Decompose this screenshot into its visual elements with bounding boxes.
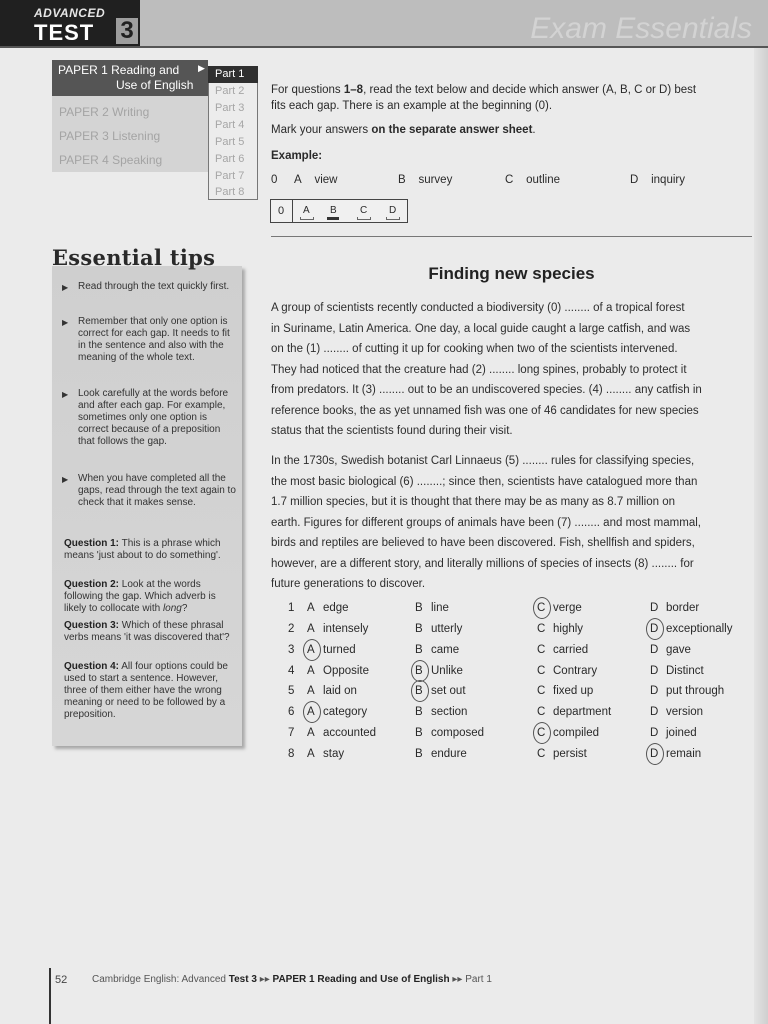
bullet-icon: ▶ [62, 475, 69, 484]
answer-sheet-divider [292, 199, 293, 223]
paper-1-line1: PAPER 1 Reading and [58, 63, 180, 77]
page-edge-shadow [754, 0, 768, 1024]
header-rule [0, 46, 768, 48]
option-b[interactable]: B set out [415, 685, 466, 697]
answer-circle-d [646, 618, 664, 640]
paper-1-tab[interactable] [52, 60, 208, 96]
footer-text: Cambridge English: Advanced Test 3 ▸▸ PAPER 1 Reading and Use of English ▸▸ Part 1 [92, 974, 492, 985]
example-option-c: C outline [505, 174, 560, 186]
paragraph-line: the most basic biological (6) ........; since then, scientists have catalogued more than [271, 475, 698, 488]
option-b[interactable]: B Unlike [415, 665, 463, 677]
chevron-right-icon: ▶ [198, 63, 205, 73]
option-c[interactable]: C carried [537, 644, 589, 656]
question-tip-1: Question 1: This is a phrase which means 'just about to do something'. [64, 538, 221, 561]
option-row-number: 2 [288, 623, 295, 635]
paragraph-line: In the 1730s, Swedish botanist Carl Linnaeus (5) ........ rules for classifying species, [271, 455, 695, 467]
paper-1-line2: Use of English [116, 78, 194, 92]
answer-circle-d [646, 743, 664, 765]
option-d[interactable]: D Distinct [650, 665, 704, 677]
answer-mark-b-filled [327, 217, 339, 220]
test-number: 3 [116, 18, 138, 44]
tip-1: Read through the text quickly first. [78, 281, 230, 292]
answer-letter-c: C [360, 205, 368, 216]
answer-circle-c [533, 597, 551, 619]
option-row-number: 8 [288, 748, 295, 760]
question-tip-4: Question 4: All four options could be used to start a sentence. However, three of them either have the wrong meaning or need to be followed by a preposition. [64, 661, 228, 720]
option-a[interactable]: A edge [307, 602, 349, 614]
option-b[interactable]: B utterly [415, 623, 463, 635]
option-c[interactable]: C verge [537, 602, 582, 614]
paragraph-line: future generations to discover. [271, 578, 426, 590]
paragraph-line: A group of scientists recently conducted a biodiversity (0) ........ of a tropical forest [271, 302, 685, 314]
page-number: 52 [55, 974, 68, 986]
answer-letter-b: B [330, 205, 337, 216]
paragraph-line: They had noticed that the creature had (2) ........ long spines, probably to protect it [271, 363, 687, 376]
tips-title: Essential tips [52, 245, 216, 270]
part-4-tab[interactable]: Part 4 [215, 119, 245, 131]
paragraph-line: in Suriname, Latin America. One day, a local guide caught a large catfish, and was [271, 322, 691, 335]
option-a[interactable]: A Opposite [307, 665, 370, 677]
answer-circle-a [303, 639, 321, 661]
part-7-tab[interactable]: Part 7 [215, 170, 245, 182]
option-d[interactable]: D remain [650, 748, 702, 760]
advanced-label: ADVANCED [34, 6, 106, 20]
bullet-icon: ▶ [62, 390, 69, 399]
answer-mark-c [357, 217, 371, 220]
example-option-b: B survey [398, 174, 453, 186]
question-tip-3: Question 3: Which of these phrasal verbs means 'it was discovered that'? [64, 620, 230, 643]
option-a[interactable]: A laid on [307, 685, 357, 697]
answer-circle-c [533, 722, 551, 744]
option-row-number: 3 [288, 644, 295, 656]
answer-letter-d: D [389, 205, 397, 216]
option-d[interactable]: D border [650, 602, 700, 614]
option-row-number: 6 [288, 706, 295, 718]
test-label: TEST [34, 20, 95, 45]
option-b[interactable]: B line [415, 602, 449, 614]
option-a[interactable]: A stay [307, 748, 345, 760]
answer-mark-d [386, 217, 400, 220]
option-a[interactable]: A intensely [307, 623, 369, 635]
footer-bar [49, 968, 51, 1024]
option-c[interactable]: C Contrary [537, 665, 598, 677]
article-paragraph-1 [271, 298, 754, 442]
option-d[interactable]: D gave [650, 644, 691, 656]
option-d[interactable]: D version [650, 706, 704, 718]
article-title: Finding new species [428, 264, 595, 283]
instruction-line-3: Mark your answers on the separate answer sheet. [271, 124, 536, 136]
example-number: 0 [271, 174, 278, 186]
paragraph-line: 1.7 million species, but it is thought that there may be as many as 8.7 million on [271, 496, 675, 508]
option-c[interactable]: C persist [537, 748, 587, 760]
part-6-tab[interactable]: Part 6 [215, 153, 245, 165]
example-option-d: D inquiry [630, 174, 685, 186]
paragraph-line: birds and reptiles are believed to have been discovered. Fish, shellfish and spiders, [271, 537, 695, 549]
option-c[interactable]: C department [537, 706, 612, 718]
part-3-tab[interactable]: Part 3 [215, 102, 245, 114]
part-8-tab[interactable]: Part 8 [215, 186, 245, 198]
answer-mark-a [300, 217, 314, 220]
option-d[interactable]: D exceptionally [650, 623, 733, 635]
article-paragraph-2 [271, 451, 754, 595]
option-d[interactable]: D put through [650, 685, 725, 697]
option-b[interactable]: B endure [415, 748, 467, 760]
answer-letter-a: A [303, 205, 310, 216]
tip-3: Look carefully at the words before and after each gap. For example, sometimes only one option is correct because of a preposition that follows the gap. [78, 388, 229, 447]
tip-4: When you have completed all the gaps, read through the text again to check that it makes sense. [78, 473, 236, 508]
answer-circle-b [411, 680, 429, 702]
option-a[interactable]: A category [307, 706, 368, 718]
answer-circle-b [411, 660, 429, 682]
bullet-icon: ▶ [62, 318, 69, 327]
option-row-number: 4 [288, 665, 295, 677]
paragraph-line: status that the scientists found during their visit. [271, 425, 513, 437]
option-b[interactable]: B section [415, 706, 468, 718]
example-label: Example: [271, 150, 323, 162]
part-2-tab[interactable]: Part 2 [215, 85, 245, 97]
option-b[interactable]: B came [415, 644, 460, 656]
option-c[interactable]: C compiled [537, 727, 600, 739]
option-c[interactable]: C highly [537, 623, 584, 635]
instruction-line-1: For questions 1–8, read the text below and decide which answer (A, B, C or D) best [271, 84, 697, 96]
instruction-line-2: fits each gap. There is an example at the beginning (0). [271, 100, 553, 112]
question-tip-2: Question 2: Look at the words following the gap. Which adverb is likely to collocate with long? [64, 579, 216, 614]
bullet-icon: ▶ [62, 283, 69, 292]
option-row-number: 1 [288, 602, 295, 614]
paragraph-line: reference books, the as yet unnamed fish was one of 46 candidates for new species [271, 404, 699, 417]
paragraph-line: however, are a different story, and literally millions of species of insects (8) ........ for [271, 557, 694, 570]
paper-2-tab[interactable]: PAPER 2 Writing [59, 105, 150, 119]
paper-4-tab[interactable]: PAPER 4 Speaking [59, 153, 163, 167]
option-a[interactable]: A accounted [307, 727, 377, 739]
option-row-number: 5 [288, 685, 295, 697]
paragraph-line: on the (1) ........ of cutting it up for cooking when two of the scientists intervened. [271, 343, 678, 355]
answer-sheet-number: 0 [278, 205, 285, 217]
part-1-tab[interactable]: Part 1 [208, 66, 258, 83]
part-5-tab[interactable]: Part 5 [215, 136, 245, 148]
option-b[interactable]: B composed [415, 727, 485, 739]
header-title: Exam Essentials [530, 12, 752, 45]
tip-2: Remember that only one option is correct for each gap. It needs to fit in the sentence and also with the meaning of the whole text. [78, 316, 230, 363]
option-c[interactable]: C fixed up [537, 685, 594, 697]
option-a[interactable]: A turned [307, 644, 356, 656]
option-row-number: 7 [288, 727, 295, 739]
example-option-a: A view [294, 174, 338, 186]
paragraph-line: earth. Figures for different groups of animals have been (7) ........ and most mammal, [271, 516, 701, 529]
option-d[interactable]: D joined [650, 727, 697, 739]
answer-circle-a [303, 701, 321, 723]
section-divider [271, 236, 752, 237]
paper-3-tab[interactable]: PAPER 3 Listening [59, 129, 161, 143]
paragraph-line: from predators. It (3) ........ out to be an undiscovered species. (4) ........ any catfish in [271, 384, 702, 396]
